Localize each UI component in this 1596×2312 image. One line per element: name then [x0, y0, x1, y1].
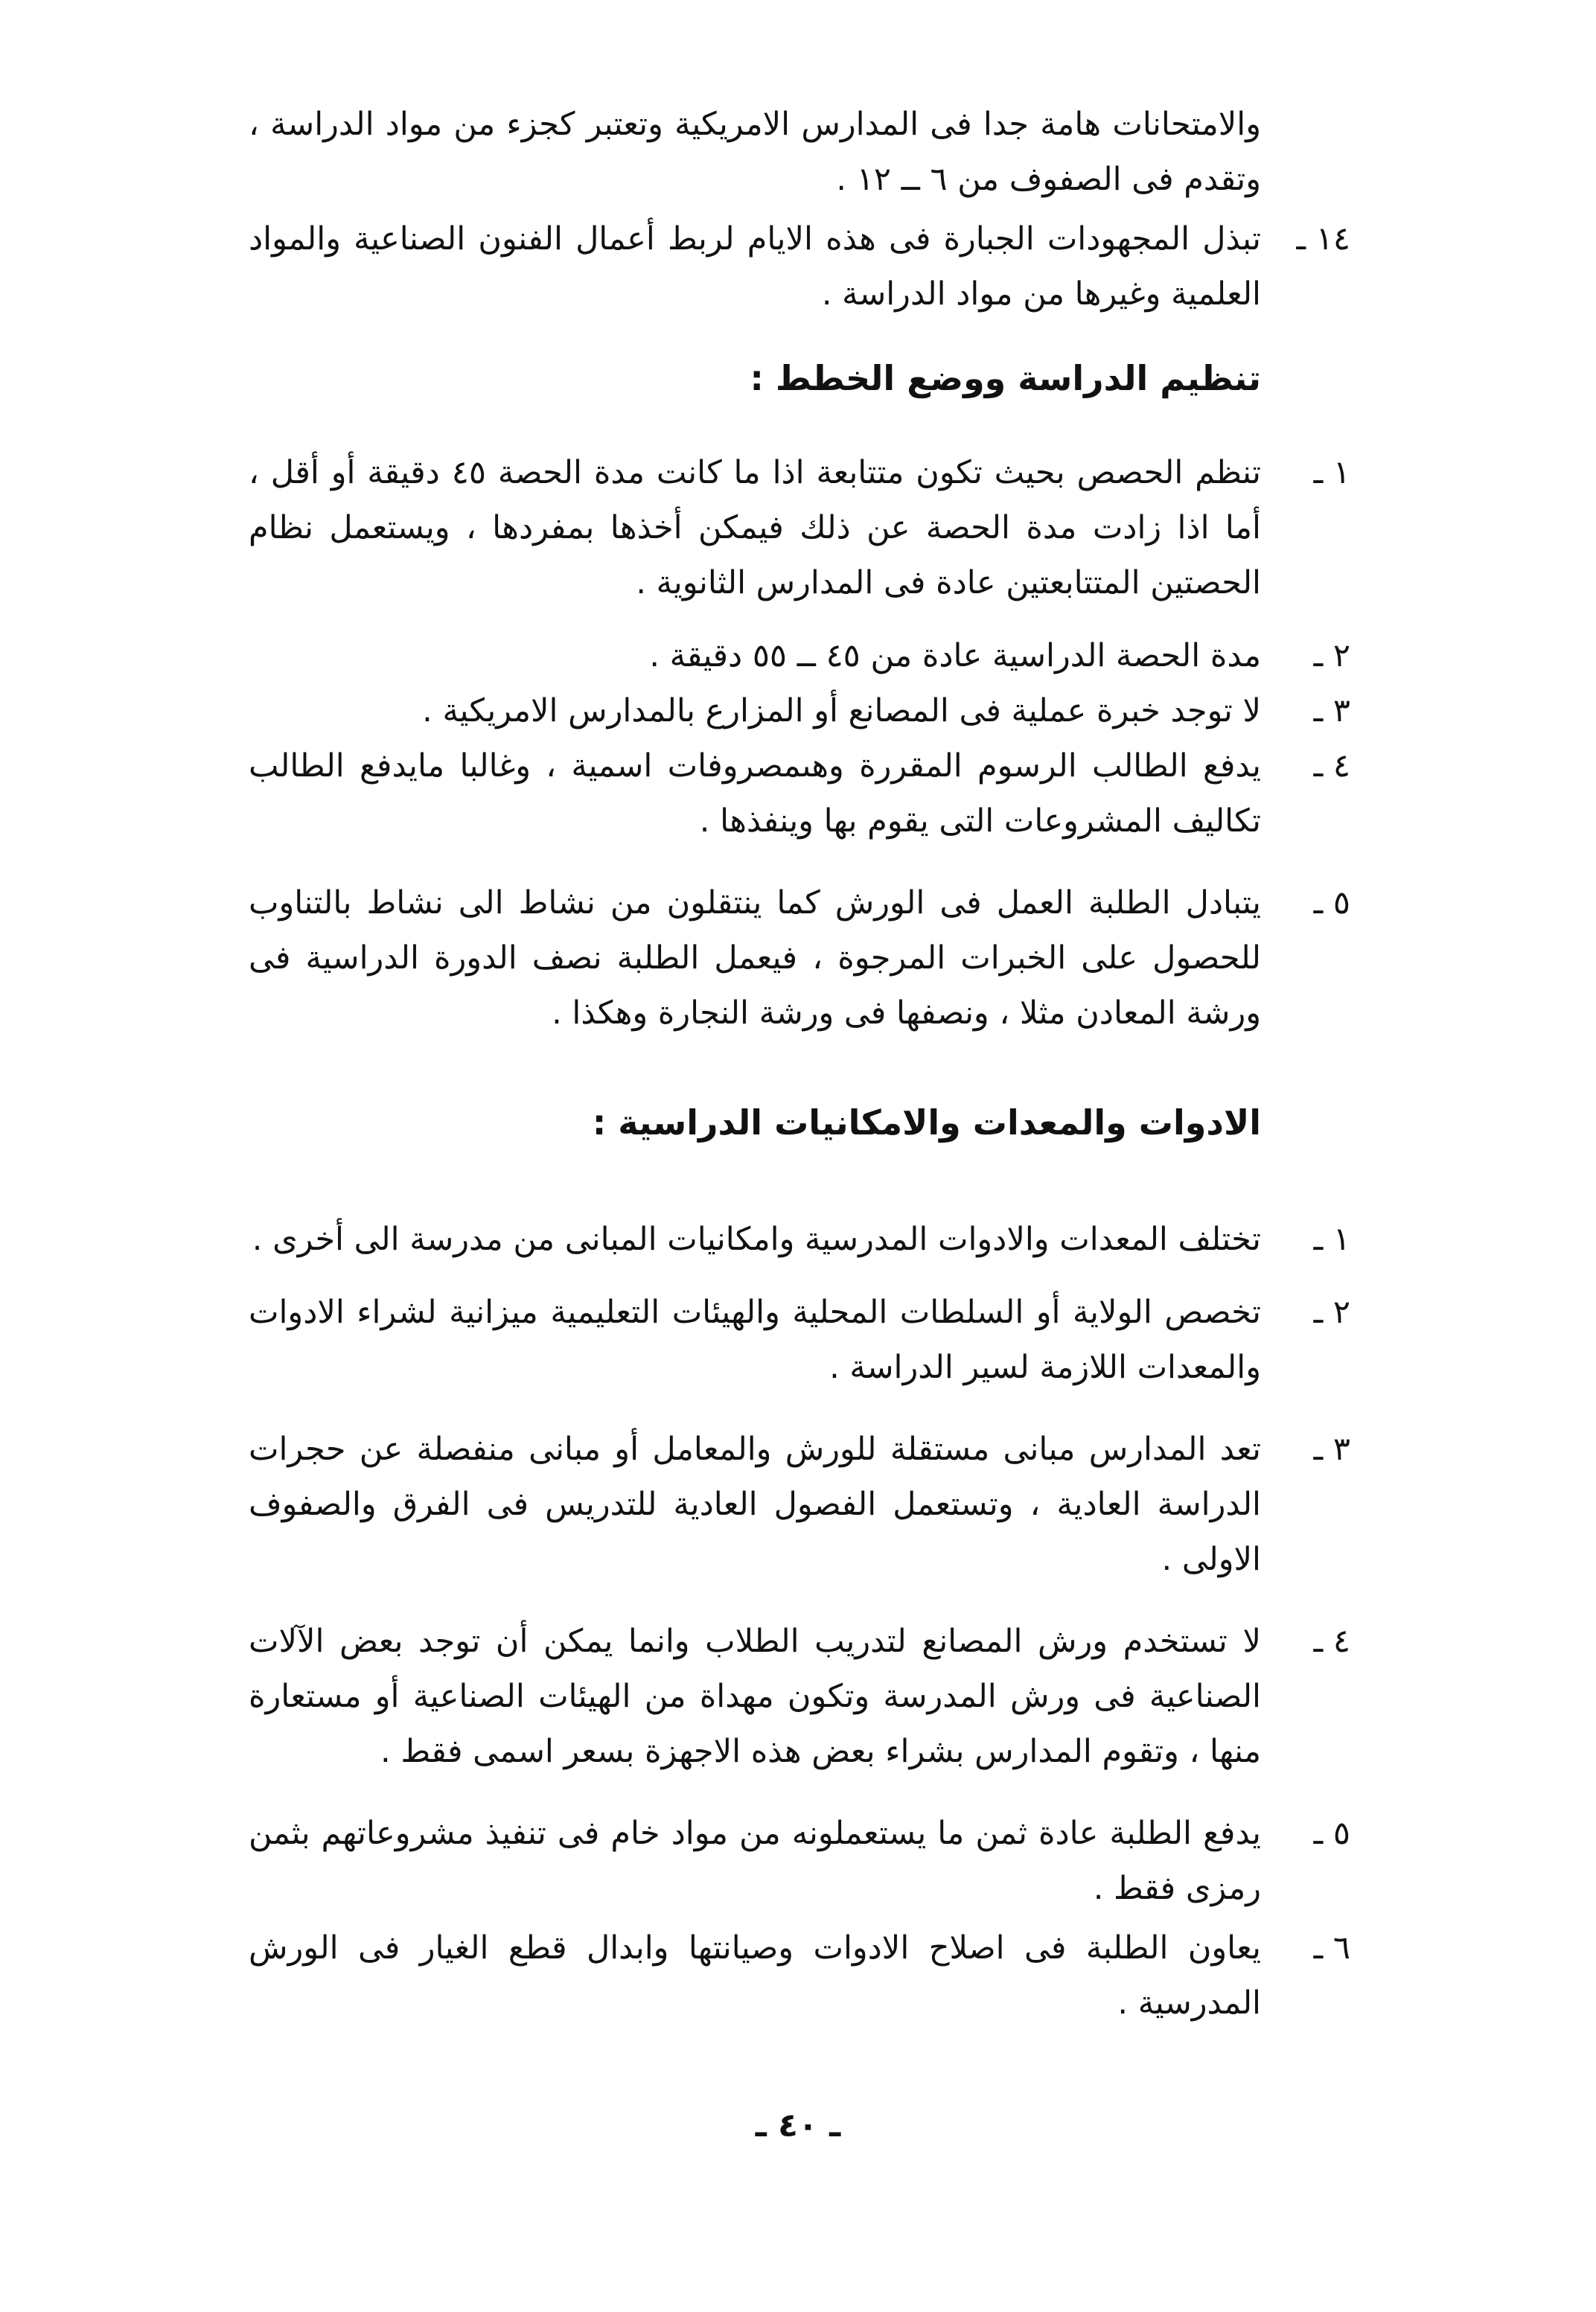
- section-heading-tools-equipment: الادوات والمعدات والامكانيات الدراسية :: [592, 1102, 1261, 1143]
- item-number: ٢ ـ: [1313, 1294, 1350, 1331]
- list-item: [249, 1212, 1350, 1267]
- item-number: ٣ ـ: [1313, 1431, 1350, 1468]
- item-text: تختلف المعدات والادوات المدرسية وامكانيات المبانى من مدرسة الى أخرى .: [252, 1221, 1261, 1258]
- item-text: تعد المدارس مبانى مستقلة للورش والمعامل أو مبانى منفصلة عن حجرات الدراسة العادية ، وتستعمل الفصول العادية للتدريس فى الفرق والصفوف الاولى .: [249, 1431, 1261, 1578]
- document-page: [249, 97, 1350, 2031]
- item-text: يتبادل الطلبة العمل فى الورش كما ينتقلون من نشاط الى نشاط بالتناوب للحصول على الخبرات المرجوة ، فيعمل الطلبة نصف الدورة الدراسية فى ورشة المعادن مثلا ، ونصفها فى ورشة النجارة وهكذا .: [249, 884, 1261, 1032]
- list-item: [249, 738, 1350, 849]
- list-item: [249, 1920, 1350, 2031]
- list-item: [249, 445, 1350, 610]
- item-text: تبذل المجهودات الجبارة فى هذه الايام لربط أعمال الفنون الصناعية والمواد العلمية وغيرها من مواد الدراسة .: [249, 220, 1261, 313]
- page-number: ـ ٤٠ ـ: [755, 2107, 841, 2145]
- list-item: [249, 628, 1350, 683]
- item-number: ٥ ـ: [1313, 1815, 1350, 1852]
- item-text: تنظم الحصص بحيث تكون متتابعة اذا ما كانت مدة الحصة ٤٥ دقيقة أو أقل ، أما اذا زادت مدة الحصة عن ذلك فيمكن أخذها بمفردها ، ويستعمل نظام الحصتين المتتابعتين عادة فى المدارس الثانوية .: [249, 454, 1261, 601]
- item-text: لا توجد خبرة عملية فى المصانع أو المزارع بالمدارس الامريكية .: [422, 692, 1261, 729]
- item-number: ٥ ـ: [1313, 884, 1350, 922]
- list-item: [249, 1806, 1350, 1916]
- list-item-14: [249, 211, 1350, 322]
- item-number: ٣ ـ: [1313, 692, 1350, 729]
- item-number: ٤ ـ: [1313, 1623, 1350, 1660]
- continuation-paragraph: والامتحانات هامة جدا فى المدارس الامريكية وتعتبر كجزء من مواد الدراسة ، وتقدم فى الصفوف من ٦ ــ ١٢ .: [249, 106, 1261, 198]
- item-number: ٤ ـ: [1313, 747, 1350, 785]
- item-text: لا تستخدم ورش المصانع لتدريب الطلاب وانما يمكن أن توجد بعض الآلات الصناعية فى ورش المدرسة وتكون مهداة من الهيئات الصناعية أو مستعارة منها ، وتقوم المدارس بشراء بعض هذه الاجهزة بسعر اسمى فقط .: [249, 1623, 1261, 1770]
- list-item: [249, 1285, 1350, 1395]
- item-number: ١ ـ: [1313, 1221, 1350, 1258]
- item-text: تخصص الولاية أو السلطات المحلية والهيئات التعليمية ميزانية لشراء الادوات والمعدات اللازمة لسير الدراسة .: [249, 1294, 1261, 1386]
- section-heading-study-organization: تنظيم الدراسة ووضع الخطط :: [750, 358, 1261, 398]
- item-number: ١٤ ـ: [1296, 220, 1350, 258]
- list-item: [249, 683, 1350, 738]
- list-item: [249, 1614, 1350, 1779]
- item-text: مدة الحصة الدراسية عادة من ٤٥ ــ ٥٥ دقيقة .: [649, 637, 1261, 674]
- item-number: ٢ ـ: [1313, 637, 1350, 674]
- item-text: يعاون الطلبة فى اصلاح الادوات وصيانتها وابدال قطع الغيار فى الورش المدرسية .: [249, 1929, 1261, 2022]
- item-number: ٦ ـ: [1313, 1929, 1350, 1967]
- item-number: ١ ـ: [1313, 454, 1350, 491]
- item-text: يدفع الطلبة عادة ثمن ما يستعملونه من مواد خام فى تنفيذ مشروعاتهم بثمن رمزى فقط .: [249, 1815, 1261, 1907]
- item-text: يدفع الطالب الرسوم المقررة وهىمصروفات اسمية ، وغالبا مايدفع الطالب تكاليف المشروعات التى يقوم بها وينفذها .: [249, 747, 1261, 840]
- list-item: [249, 875, 1350, 1041]
- list-item: [249, 1422, 1350, 1587]
